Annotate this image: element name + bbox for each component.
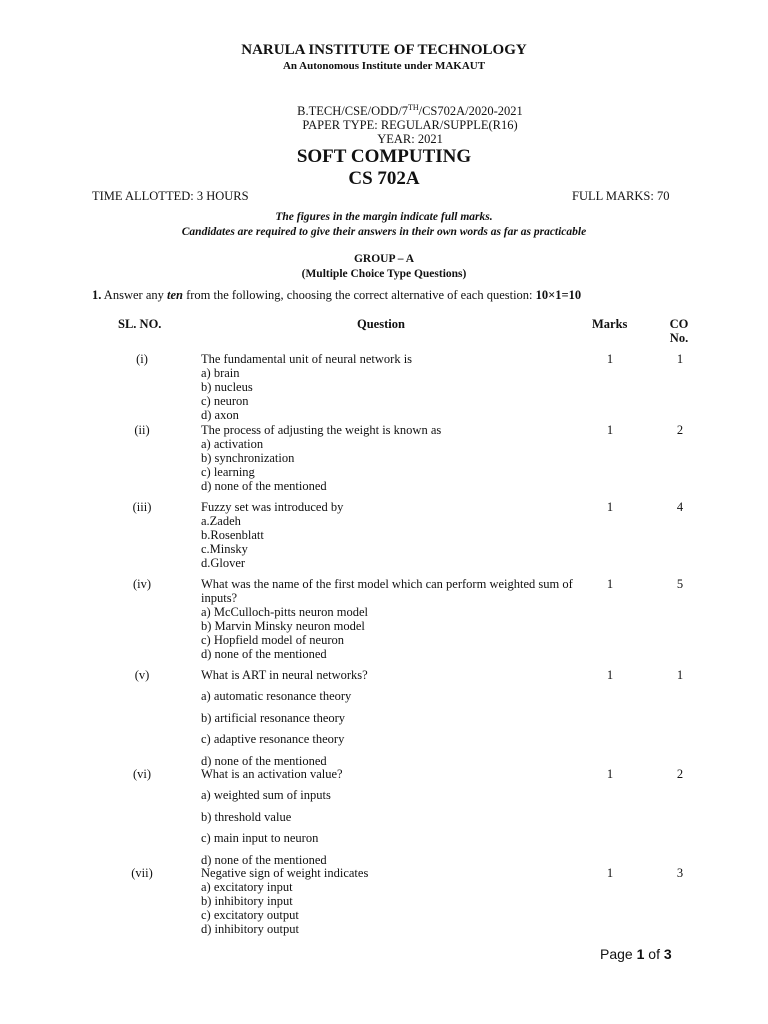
question-sl: (i): [136, 352, 148, 366]
instructions: [0, 210, 768, 239]
question-co-value: 1: [676, 352, 684, 366]
paper-meta: [270, 101, 550, 146]
question-row: [201, 500, 576, 570]
paper-type: PAPER TYPE: REGULAR/SUPPLE(R16): [302, 118, 518, 133]
group-type: (Multiple Choice Type Questions): [301, 267, 467, 280]
page-of: of: [644, 946, 664, 962]
course-code-sup: TH: [407, 103, 419, 112]
option: b.Rosenblatt: [201, 528, 264, 542]
question-marks-value: 1: [606, 668, 614, 682]
question-text: What is an activation value?: [201, 767, 343, 781]
option: b) nucleus: [201, 380, 253, 394]
col-header-question: Question: [357, 317, 405, 331]
col-header-co-line1: CO: [669, 317, 689, 331]
question-co-value: 1: [676, 668, 684, 682]
page-footer: [600, 946, 672, 962]
option: d) none of the mentioned: [201, 479, 327, 493]
option: b) threshold value: [201, 809, 292, 824]
question-text: What is ART in neural networks?: [201, 668, 368, 682]
question-row: [201, 577, 576, 661]
question-emphasis: ten: [167, 288, 183, 302]
question-row: [201, 668, 576, 768]
question-row: [201, 352, 576, 422]
time-allotted: TIME ALLOTTED: 3 HOURS: [92, 189, 249, 203]
option: a) brain: [201, 366, 240, 380]
question-co-value: 4: [676, 500, 684, 514]
question-co-value: 5: [676, 577, 684, 591]
group-name: GROUP – A: [353, 253, 415, 265]
page-total: 3: [663, 946, 672, 962]
option: d.Glover: [201, 556, 246, 570]
option: c) Hopfield model of neuron: [201, 633, 345, 647]
exam-year: YEAR: 2021: [377, 132, 443, 147]
instruction-line-1: The figures in the margin indicate full marks.: [275, 211, 493, 223]
col-header-sl: SL. NO.: [118, 317, 162, 331]
subject-title: SOFT COMPUTING: [296, 146, 472, 167]
question-marks-value: 1: [606, 500, 614, 514]
question-sl: (iii): [132, 500, 152, 514]
question-sl: (vi): [132, 767, 152, 781]
question-row: [201, 423, 576, 493]
subject-code: CS 702A: [348, 168, 420, 189]
group-heading: [0, 252, 768, 281]
option: a) automatic resonance theory: [201, 689, 352, 703]
question-marks: 10×1=10: [535, 288, 582, 302]
question-1-instruction: [92, 288, 581, 303]
question-marks-value: 1: [606, 352, 614, 366]
option: d) axon: [201, 408, 239, 422]
option: d) none of the mentioned: [201, 753, 327, 768]
question-co-value: 3: [676, 866, 684, 880]
option: c) excitatory output: [201, 908, 299, 922]
option: d) none of the mentioned: [201, 852, 327, 867]
option: a) excitatory input: [201, 880, 293, 894]
question-text: What was the name of the first model which can perform weighted sum of inputs?: [201, 577, 573, 605]
question-sl: (iv): [132, 577, 152, 591]
question-marks-value: 1: [606, 423, 614, 437]
option: c.Minsky: [201, 542, 248, 556]
question-row: [201, 767, 576, 867]
question-row: [201, 866, 576, 936]
option: b) inhibitory input: [201, 894, 293, 908]
instruction-line-2: Candidates are required to give their answers in their own words as far as practicable: [181, 225, 587, 238]
question-text: The process of adjusting the weight is known as: [201, 423, 442, 437]
question-sl: (v): [134, 668, 150, 682]
question-text: Fuzzy set was introduced by: [201, 500, 344, 514]
page-number: 1: [636, 946, 645, 962]
question-sl: (vii): [131, 866, 153, 880]
option: a) McCulloch-pitts neuron model: [201, 605, 368, 619]
option: a) weighted sum of inputs: [201, 788, 331, 802]
option: d) none of the mentioned: [201, 647, 327, 661]
option: a.Zadeh: [201, 514, 241, 528]
question-text: The fundamental unit of neural network is: [201, 352, 413, 366]
col-header-marks: Marks: [592, 317, 628, 331]
col-header-co-line2: No.: [669, 331, 689, 345]
subject-title-block: [0, 146, 768, 190]
option: c) adaptive resonance theory: [201, 732, 345, 746]
question-number: 1.: [92, 288, 102, 302]
question-marks-value: 1: [606, 767, 614, 781]
option: d) inhibitory output: [201, 922, 299, 936]
question-text-a: Answer any: [101, 288, 167, 302]
question-text-b: from the following, choosing the correct alternative of each question:: [182, 288, 536, 302]
option: c) main input to neuron: [201, 831, 319, 845]
page-word: Page: [600, 946, 637, 962]
question-text: Negative sign of weight indicates: [201, 866, 369, 880]
question-marks-value: 1: [606, 577, 614, 591]
option: a) activation: [201, 437, 264, 451]
option: c) neuron: [201, 394, 249, 408]
course-code-suffix: /CS702A/2020-2021: [418, 104, 523, 119]
question-sl: (ii): [134, 423, 150, 437]
option: b) synchronization: [201, 451, 295, 465]
course-code: [270, 101, 550, 118]
institute-name: NARULA INSTITUTE OF TECHNOLOGY: [241, 42, 527, 58]
option: c) learning: [201, 465, 255, 479]
full-marks: FULL MARKS: 70: [572, 189, 670, 203]
question-marks-value: 1: [606, 866, 614, 880]
course-code-prefix: B.TECH/CSE/ODD/7: [297, 104, 408, 119]
question-co-value: 2: [676, 423, 684, 437]
institute-subtitle: An Autonomous Institute under MAKAUT: [282, 60, 486, 72]
option: b) artificial resonance theory: [201, 710, 346, 725]
col-header-co: [662, 317, 696, 345]
question-co-value: 2: [676, 767, 684, 781]
option: b) Marvin Minsky neuron model: [201, 619, 365, 633]
